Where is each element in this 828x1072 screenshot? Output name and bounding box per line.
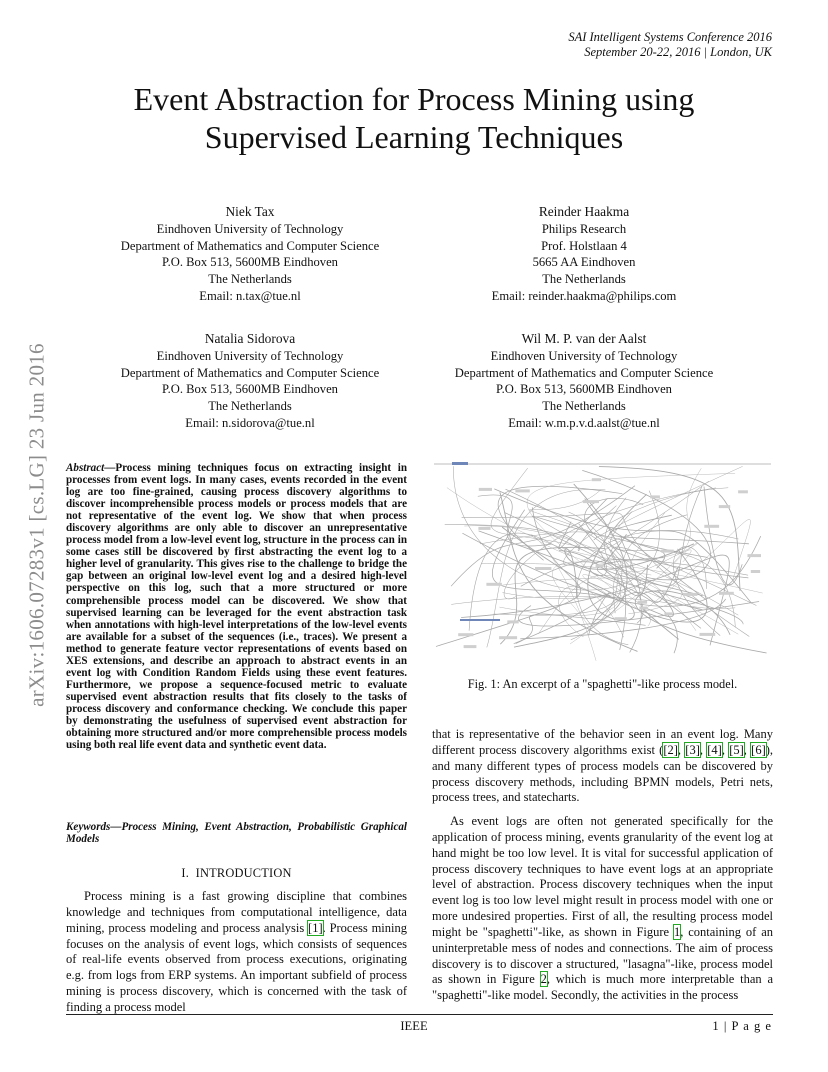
author-address: Prof. Holstlaan 4 [541,238,627,253]
abstract [66,462,407,751]
keywords-label: Keywords [66,821,111,833]
keywords [66,821,407,846]
graph-activity-node [664,612,672,615]
author-country: The Netherlands [542,272,626,287]
graph-edge [673,547,720,636]
graph-activity-node [479,488,492,491]
author-department: Department of Mathematics and Computer Science [120,365,380,380]
keywords-dash: — [110,821,122,833]
graph-activity-node [700,633,716,636]
author-email[interactable]: Email: n.tax@tue.nl [199,288,301,303]
author-block-2 [424,204,744,305]
graph-activity-node [719,505,730,508]
citation-link[interactable]: [4] [707,742,722,757]
graph-activity-node [661,550,674,553]
spaghetti-process-model-figure [432,458,773,666]
author-country: The Netherlands [208,272,292,287]
citation-link[interactable]: [1] [308,920,323,935]
author-country: The Netherlands [542,399,626,414]
graph-activity-node [515,489,529,492]
graph-edge [585,498,749,578]
graph-activity-node [583,500,599,503]
figure-caption: Fig. 1: An excerpt of a "spaghetti"-like process model. [467,677,738,691]
author-block-1 [90,204,410,305]
arxiv-identifier[interactable]: arXiv:1606.07283v1 [cs.LG] 23 Jun 2016 [24,343,49,707]
author-affiliation: Eindhoven University of Technology [490,348,678,363]
abstract-text: Process mining techniques focus on extracting insight in processes from event logs. In many cases, events recorded in the event log are too fine-grained, causing process discovery algorithms to discover incomprehensible process models or process models that are not representative of the event log. We show that when process discovery algorithms are only able to discover an unrepresentative process model from a low-level event log, structure in the process can in some cases still be discovered by first abstracting the event log to a higher level of granularity. This gives rise to the challenge to bridge the gap between an original low-level event log and a desired high-level perspective on this log, such that a more structured or more comprehensible process model can be discovered. We show that supervised learning can be leveraged for the event abstraction task when annotations with high-level interpretations of the low-level events are available for a subset of the sequences (i.e., traces). We present a method to generate feature vector representations of events based on XES extensions, and describe an approach to abstract events in an event log with Condition Random Fields using these event features. Furthermore, we propose a sequence-focused metric to evaluate supervised event abstraction results that fits closely to the tasks of process discovery and conformance checking. We conclude this paper by demonstrating the usefulness of supervised event abstraction for obtaining more structured and/or more comprehensible process models using both real life event data and synthetic event data. [66,462,407,752]
graph-edge [514,592,610,643]
author-name: Niek Tax [225,204,275,219]
graph-end-node [460,619,500,621]
graph-activity-node [507,620,518,623]
graph-edge [492,510,624,600]
paragraph-text: , containing of an uninterpretable mess of nodes and connections. The aim of process discovery is to discover a structured, "lasagna"-like, process model as shown in Figure [432,924,773,987]
graph-activity-node [596,564,604,567]
conference-header [568,30,772,60]
right-column-paragraph-2 [432,814,773,1004]
footer-publisher: IEEE [400,1019,428,1033]
figure-reference-link[interactable]: 2 [540,972,547,987]
graph-activity-node [639,607,647,610]
graph-activity-node [464,645,477,648]
author-affiliation: Eindhoven University of Technology [156,348,344,363]
abstract-label: Abstract [66,462,105,474]
conference-date-location: September 20-22, 2016 | London, UK [584,45,772,59]
graph-edge [630,513,691,572]
paragraph-text: , which is much more interpretable than a "spaghetti"-like model. Secondly, the activities in the process [432,972,773,1003]
graph-edge [445,506,617,551]
graph-activity-node [738,490,748,493]
graph-activity-node [719,592,734,595]
paper-title [60,80,768,156]
footer-divider [66,1014,773,1015]
figure-reference-link[interactable]: 1 [673,924,681,939]
graph-activity-node [683,593,697,596]
author-name: Natalia Sidorova [204,331,296,346]
graph-edge [559,586,624,637]
citation-link[interactable]: [3] [685,742,700,757]
right-column-paragraph-1: that is representative of the behavior seen in an event log. Many different process discovery algorithms exist ([2], [3], [4], [5], [6]), and many different types of process models can be discovered by process discovery methods, including BPMN models, Petri nets, process trees, and statecharts. [432,727,774,805]
paragraph-text: ), and many different types of process models can be discovered by process discovery methods, including BPMN models, Petri nets, process trees, and statecharts. [432,742,774,805]
author-affiliation: Eindhoven University of Technology [156,221,344,236]
graph-activity-node [486,583,502,586]
graph-activity-node [638,601,648,604]
graph-start-node [452,462,468,465]
author-address: P.O. Box 513, 5600MB Eindhoven [496,382,672,397]
author-city: 5665 AA Eindhoven [532,255,636,270]
author-department: Department of Mathematics and Computer Science [120,238,380,253]
intro-text-1: Process mining is a fast growing discipline that combines knowledge and techniques from computational intelligence, data mining, process modeling and process analysis [66,889,407,935]
intro-text-2: . Process mining focuses on the analysis of event logs, which consists of sequences of real-life events observed from process executions, originating e.g. from logs from ERP systems. An important subfield of process mining is process discovery, which is concerned with the task of finding a process model [66,920,407,1014]
section-heading [66,866,407,881]
graph-activity-node [751,570,760,573]
author-email[interactable]: Email: reinder.haakma@philips.com [491,288,677,303]
citation-link[interactable]: [5] [729,742,744,757]
author-block-4 [424,331,744,432]
author-affiliation: Philips Research [541,221,627,236]
paragraph-text: As event logs are often not generated specifically for the application of process mining, events granularity of the event log at hand might be too low level. It is vital for successful application of process discovery techniques to have event logs at an appropriate level of abstraction. Process discovery techniques when the input event log is too low level might result in process model with one or more undesired properties. First of all, the resulting process model might be "spaghetti"-like, as shown in Figure [432,814,773,939]
author-email[interactable]: Email: n.sidorova@tue.nl [185,415,315,430]
graph-activity-node [478,527,490,530]
graph-activity-node [535,567,551,570]
author-address: P.O. Box 513, 5600MB Eindhoven [162,255,338,270]
paragraph-text: that is representative of the behavior seen in an event log. Many different process discovery algorithms exist ( [432,727,773,757]
author-department: Department of Mathematics and Computer Science [454,365,714,380]
graph-activity-node [458,633,473,636]
graph-edge [539,575,736,634]
author-name: Reinder Haakma [538,204,630,219]
graph-activity-node [592,478,601,481]
section-title-rest: NTRODUCTION [199,866,292,880]
section-title-initial: I [195,866,200,880]
citation-link[interactable]: [2] [663,742,678,757]
graph-activity-node [650,495,660,498]
author-block-3 [90,331,410,432]
arxiv-sidebar-stamp [22,290,52,760]
graph-activity-node [748,554,762,557]
graph-activity-node [615,617,627,620]
graph-edge [464,526,696,631]
title-line-1: Event Abstraction for Process Mining using [133,81,695,117]
author-address: P.O. Box 513, 5600MB Eindhoven [162,382,338,397]
graph-activity-node [704,525,719,528]
keywords-text: Process Mining, Event Abstraction, Probabilistic Graphical Models [66,821,407,846]
abstract-dash: — [104,462,116,474]
title-line-2: Supervised Learning Techniques [204,119,624,155]
footer-page-number: 1 | P a g e [712,1019,772,1033]
graph-edge [461,555,729,645]
citation-link[interactable]: [6] [751,742,766,757]
conference-name: SAI Intelligent Systems Conference 2016 [568,30,772,44]
graph-activity-node [499,636,517,639]
section-number: I. [181,866,189,880]
author-name: Wil M. P. van der Aalst [521,331,647,346]
intro-paragraph [66,889,407,1016]
process-model-graph [432,458,773,666]
graph-edge [635,591,766,653]
author-email[interactable]: Email: w.m.p.v.d.aalst@tue.nl [508,415,660,430]
author-country: The Netherlands [208,399,292,414]
